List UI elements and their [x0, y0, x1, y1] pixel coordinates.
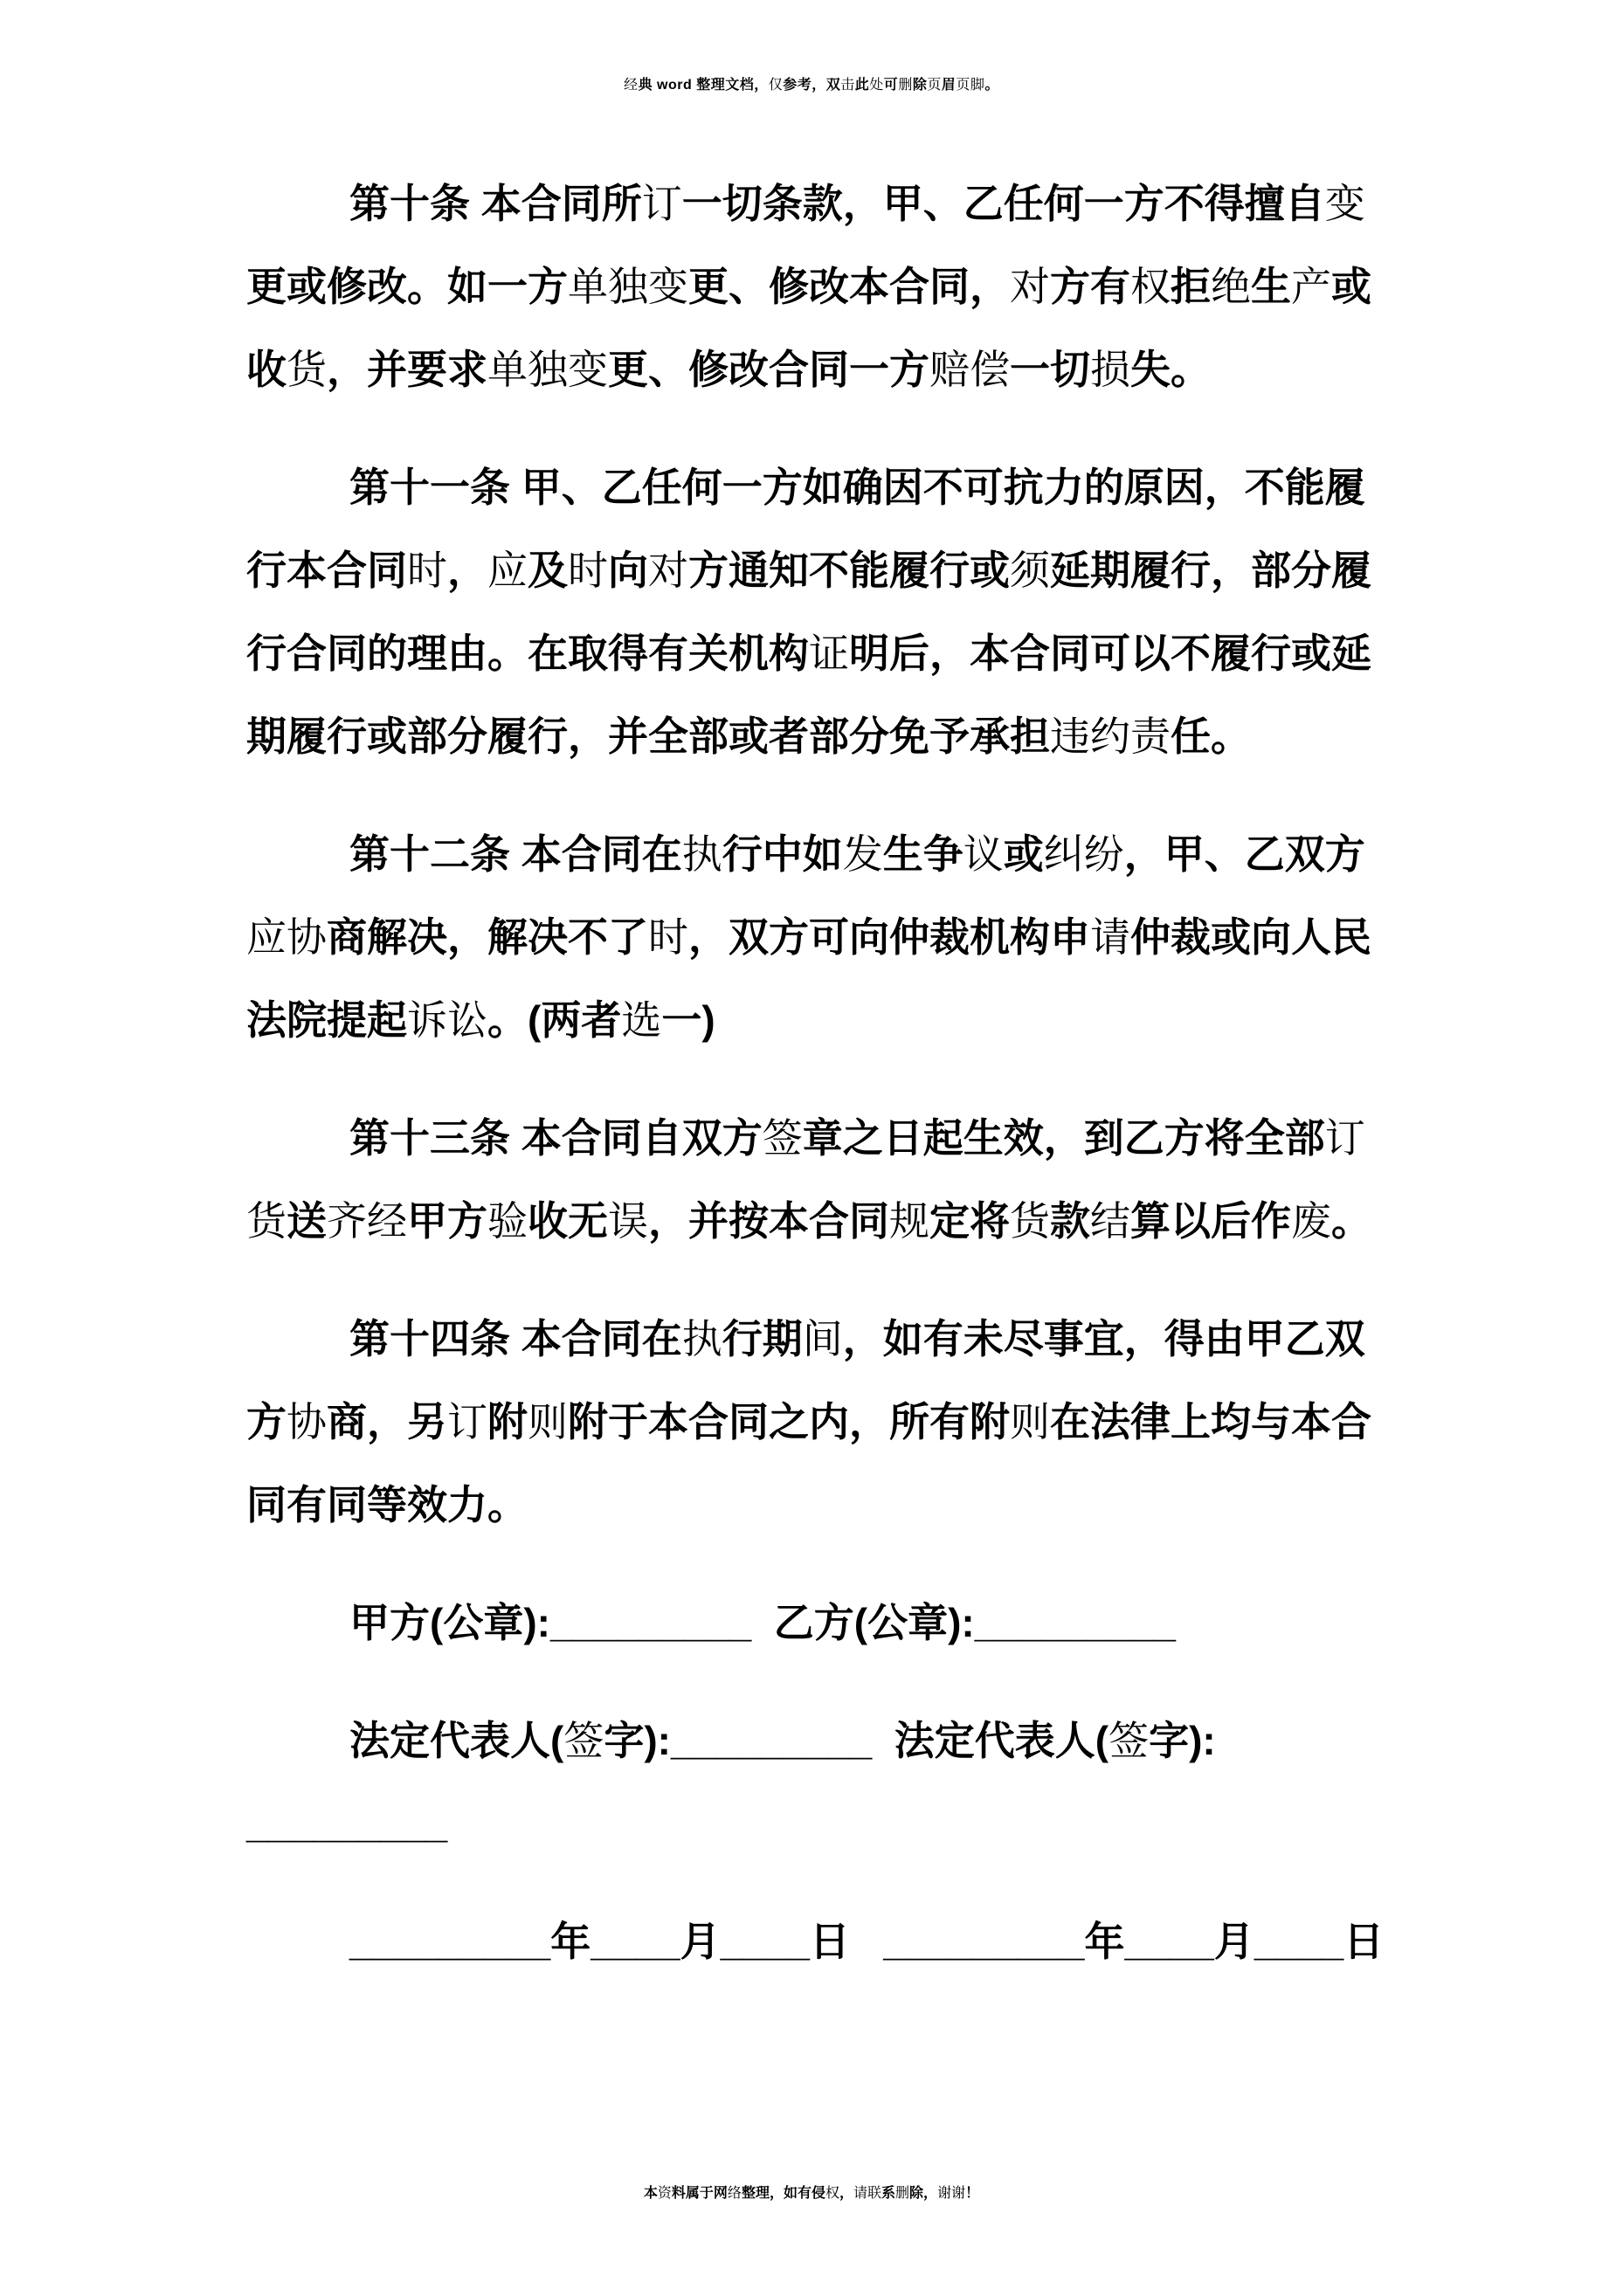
fallback-font-glyph: 纠 [1043, 831, 1084, 877]
signature-seal-line [246, 1582, 1377, 1665]
fallback-font-glyph: 删 [895, 2186, 910, 2201]
contract-clause-12 [246, 813, 1377, 1062]
fallback-font-glyph: 齐 [327, 1198, 367, 1244]
fallback-font-glyph: 经 [367, 1198, 407, 1244]
text-line: 货送齐经甲方验收无误，并按本合同规定将货款结算以后作废。 [246, 1198, 1371, 1244]
text-line: 法院提起诉讼。(两者选一) [246, 997, 715, 1043]
text-line: _________ [246, 1801, 448, 1846]
fallback-font-glyph: 规 [889, 1198, 929, 1244]
text-line: 第十二条 本合同在执行中如发生争议或纠纷，甲、乙双方 [349, 831, 1365, 877]
fallback-font-glyph: 订 [1324, 1115, 1365, 1161]
fallback-font-glyph: 协 [287, 914, 327, 960]
fallback-font-glyph: 责 [1130, 714, 1171, 759]
fallback-font-glyph: 订 [447, 1399, 487, 1444]
fallback-font-glyph: 须 [1010, 548, 1050, 593]
fallback-font-glyph: 废 [1291, 1198, 1331, 1244]
fallback-font-glyph: 执 [681, 831, 722, 877]
text-line: 行本合同时，应及时向对方通知不能履行或须延期履行，部分履 [246, 548, 1371, 593]
fallback-font-glyph: 请 [853, 2186, 867, 2201]
fallback-font-glyph: 讼 [447, 997, 487, 1043]
text-line: 期履行或部分履行，并全部或者部分免予承担违约责任。 [246, 714, 1251, 759]
fallback-font-glyph: 执 [681, 1316, 722, 1362]
document-body [246, 162, 1385, 1983]
fallback-font-glyph: 货 [1010, 1198, 1050, 1244]
text-line: _________年____月____日 _________年____月____日 [349, 1919, 1385, 1964]
fallback-font-glyph: 删 [898, 78, 913, 93]
fallback-font-glyph: 独 [608, 264, 648, 309]
fallback-font-glyph: 诉 [407, 997, 447, 1043]
fallback-font-glyph: 产 [1291, 264, 1331, 309]
fallback-font-glyph: 络 [727, 2186, 742, 2201]
text-line: 第十条 本合同所订一切条款，甲、乙任何一方不得擅自变 [349, 181, 1365, 226]
fallback-font-glyph: 独 [528, 347, 568, 392]
fallback-font-glyph: 签 [1108, 1718, 1150, 1763]
contract-clause-13 [246, 1097, 1377, 1263]
fallback-font-glyph: 验 [487, 1198, 528, 1244]
fallback-font-glyph: 赔 [929, 347, 970, 392]
fallback-font-glyph: 页 [956, 78, 970, 93]
text-line: 甲方(公章):_________ 乙方(公章):_________ [349, 1600, 1176, 1645]
fallback-font-glyph: 结 [1090, 1198, 1130, 1244]
text-line: 法定代表人(签字):_________ 法定代表人(签字): [349, 1718, 1216, 1763]
fallback-font-glyph: 对 [1010, 264, 1050, 309]
fallback-font-glyph: 货 [287, 347, 327, 392]
fallback-font-glyph: 经 [624, 78, 639, 93]
fallback-font-glyph: 证 [809, 631, 849, 676]
fallback-font-glyph: 间 [802, 1316, 843, 1362]
fallback-font-glyph: 变 [648, 264, 688, 309]
fallback-font-glyph: 联 [867, 2186, 882, 2201]
fallback-font-glyph: 谢 [951, 2186, 966, 2201]
fallback-font-glyph: 请 [1090, 914, 1130, 960]
contract-clause-11 [246, 446, 1377, 778]
fallback-font-glyph: 变 [1324, 181, 1365, 226]
fallback-font-glyph: 单 [487, 347, 528, 392]
text-line: 收货，并要求单独变更、修改合同一方赔偿一切损失。 [246, 347, 1211, 392]
signature-date-line [246, 1900, 1385, 1983]
fallback-font-glyph: 时 [407, 548, 447, 593]
fallback-font-glyph: 违 [1050, 714, 1090, 759]
fallback-font-glyph: 对 [648, 548, 688, 593]
signature-representative-line [246, 1700, 1377, 1865]
fallback-font-glyph: 时 [568, 548, 608, 593]
text-line: 同有同等效力。 [246, 1482, 528, 1527]
fallback-font-glyph: 发 [842, 831, 883, 877]
fallback-font-glyph: 权 [825, 2186, 839, 2201]
fallback-font-glyph: 应 [487, 548, 528, 593]
text-line: 第十四条 本合同在执行期间，如有未尽事宜，得由甲乙双 [349, 1316, 1365, 1362]
fallback-font-glyph: 误 [608, 1198, 648, 1244]
fallback-font-glyph: 处 [869, 78, 884, 93]
fallback-font-glyph: 变 [568, 347, 608, 392]
fallback-font-glyph: 绝 [1211, 264, 1251, 309]
fallback-font-glyph: 单 [568, 264, 608, 309]
text-line: 第十三条 本合同自双方签章之日起生效，到乙方将全部订 [349, 1115, 1365, 1161]
page-header-text: 经典 word 整理文档，仅参考，双击此处可删除页眉页脚。 [624, 78, 999, 93]
text-line: 应协商解决，解决不了时，双方可向仲裁机构申请仲裁或向人民 [246, 914, 1371, 960]
text-line: 更或修改。如一方单独变更、修改本合同，对方有权拒绝生产或 [246, 264, 1371, 309]
fallback-font-glyph: 应 [246, 914, 287, 960]
fallback-font-glyph: 则 [1010, 1399, 1050, 1444]
contract-clause-14 [246, 1298, 1377, 1547]
fallback-font-glyph: 货 [246, 1198, 287, 1244]
fallback-font-glyph: 纷 [1083, 831, 1124, 877]
fallback-font-glyph: 签 [563, 1718, 604, 1763]
fallback-font-glyph: 偿 [970, 347, 1010, 392]
fallback-font-glyph: 权 [1130, 264, 1171, 309]
fallback-font-glyph: 谢 [937, 2186, 952, 2201]
fallback-font-glyph: 订 [641, 181, 682, 226]
text-line: 行合同的理由。在取得有关机构证明后，本合同可以不履行或延 [246, 631, 1371, 676]
fallback-font-glyph: 签 [762, 1115, 803, 1161]
fallback-font-glyph: 议 [963, 831, 1004, 877]
fallback-font-glyph: 协 [287, 1399, 327, 1444]
fallback-font-glyph: 击 [840, 78, 855, 93]
text-line: 方协商，另订附则附于本合同之内，所有附则在法律上均与本合 [246, 1399, 1371, 1444]
fallback-font-glyph: 则 [528, 1399, 568, 1444]
fallback-font-glyph: 时 [648, 914, 688, 960]
fallback-font-glyph: 资 [657, 2186, 672, 2201]
fallback-font-glyph: 选 [621, 997, 662, 1043]
contract-clause-10 [246, 162, 1377, 411]
page-footer-text: 本资料属于网络整理，如有侵权，请联系删除，谢谢！ [643, 2186, 980, 2201]
text-line: 第十一条 甲、乙任何一方如确因不可抗力的原因，不能履 [349, 465, 1365, 510]
fallback-font-glyph: 约 [1090, 714, 1130, 759]
fallback-font-glyph: 仅 [768, 78, 784, 93]
fallback-font-glyph: 页 [927, 78, 942, 93]
fallback-font-glyph: 损 [1090, 347, 1130, 392]
fallback-font-glyph: 脚 [970, 78, 985, 93]
